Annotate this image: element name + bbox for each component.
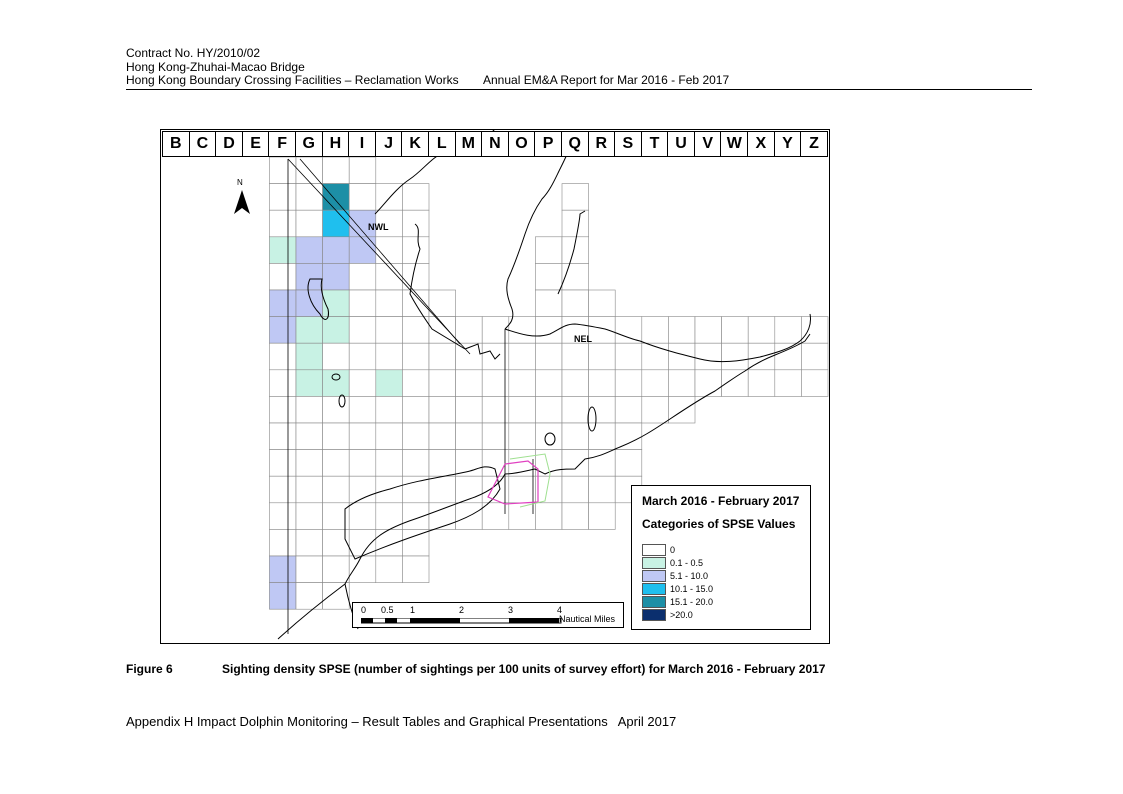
grid-cell <box>589 317 616 344</box>
grid-cell <box>269 476 296 503</box>
grid-cell <box>456 450 483 477</box>
grid-cell <box>456 370 483 397</box>
grid-cell <box>695 370 722 397</box>
grid-cell <box>562 343 589 370</box>
grid-cell <box>562 396 589 423</box>
grid-cell <box>376 290 403 317</box>
scale-graphic <box>361 618 571 624</box>
grid-cell <box>509 423 536 450</box>
grid-cell <box>376 343 403 370</box>
grid-cell <box>376 529 403 556</box>
grid-cell <box>589 423 616 450</box>
grid-cell <box>269 556 296 583</box>
grid-cell <box>402 210 429 237</box>
grid-cell <box>323 476 350 503</box>
grid-cell <box>323 423 350 450</box>
grid-cell <box>801 317 828 344</box>
grid-cell <box>402 450 429 477</box>
grid-cell <box>402 184 429 211</box>
legend-item <box>642 557 703 569</box>
grid-cell <box>323 317 350 344</box>
grid-cell <box>376 396 403 423</box>
grid-cell <box>456 396 483 423</box>
grid-cell <box>296 556 323 583</box>
grid-cell <box>429 503 456 530</box>
grid-cell <box>296 317 323 344</box>
grid-cell <box>695 317 722 344</box>
grid-cell <box>429 343 456 370</box>
grid-column-f: F <box>268 131 296 157</box>
grid-cell <box>801 370 828 397</box>
grid-cell <box>535 263 562 290</box>
legend-swatch <box>642 609 666 621</box>
scale-tick-3: 3 <box>508 605 514 615</box>
grid-column-i: I <box>348 131 376 157</box>
grid-cell <box>748 370 775 397</box>
grid-column-x: X <box>747 131 775 157</box>
grid-cell <box>296 263 323 290</box>
grid-cell <box>323 210 350 237</box>
grid-cell <box>589 343 616 370</box>
header-line-3 <box>126 73 730 88</box>
grid-column-t: T <box>641 131 669 157</box>
grid-cell <box>296 237 323 264</box>
scale-bar <box>352 602 624 628</box>
page-header <box>126 46 730 88</box>
grid-cell <box>535 370 562 397</box>
legend-subtitle: Categories of SPSE Values <box>642 517 796 531</box>
legend-label: 5.1 - 10.0 <box>670 571 709 581</box>
grid-cell <box>376 317 403 344</box>
grid-column-n: N <box>481 131 509 157</box>
grid-cell <box>589 503 616 530</box>
facility-name: Hong Kong Boundary Crossing Facilities – Reclamation Works <box>126 73 459 87</box>
grid-cell <box>349 290 376 317</box>
grid-cell <box>323 556 350 583</box>
grid-cell <box>402 503 429 530</box>
grid-cell <box>269 184 296 211</box>
grid-column-u: U <box>667 131 695 157</box>
legend-swatch <box>642 557 666 569</box>
grid-cell <box>269 343 296 370</box>
grid-cell <box>323 157 350 184</box>
legend-item <box>642 596 713 608</box>
grid-column-header <box>163 131 828 157</box>
grid-cell <box>775 317 802 344</box>
legend-title: March 2016 - February 2017 <box>642 494 800 508</box>
grid-cell <box>668 396 695 423</box>
grid-column-s: S <box>614 131 642 157</box>
grid-cell <box>429 423 456 450</box>
grid-cell <box>562 290 589 317</box>
grid-cell <box>349 237 376 264</box>
legend-item <box>642 609 693 621</box>
grid-cell <box>775 370 802 397</box>
grid-cell <box>642 317 669 344</box>
grid-cell <box>589 370 616 397</box>
header-rule <box>126 89 1032 90</box>
legend-label: >20.0 <box>670 610 693 620</box>
grid-cell <box>562 503 589 530</box>
grid-cell <box>589 396 616 423</box>
north-arrow-icon <box>230 190 254 220</box>
grid-cell <box>615 317 642 344</box>
report-title: Annual EM&A Report for Mar 2016 - Feb 2017 <box>483 73 730 87</box>
grid-cell <box>535 343 562 370</box>
legend-label: 0 <box>670 545 676 555</box>
legend-label: 0.1 - 0.5 <box>670 558 704 568</box>
grid-cell <box>509 343 536 370</box>
contract-number: Contract No. HY/2010/02 <box>126 46 261 60</box>
grid-cell <box>642 396 669 423</box>
grid-cell <box>296 423 323 450</box>
grid-cell <box>722 317 749 344</box>
legend-swatch <box>642 570 666 582</box>
grid-column-l: L <box>428 131 456 157</box>
grid-cell <box>349 317 376 344</box>
grid-cell <box>402 343 429 370</box>
grid-column-q: Q <box>561 131 589 157</box>
nel-label: NEL <box>574 334 592 344</box>
grid-cell <box>562 450 589 477</box>
grid-cell <box>668 370 695 397</box>
grid-column-y: Y <box>774 131 802 157</box>
grid-cell <box>269 370 296 397</box>
grid-cell <box>296 343 323 370</box>
grid-cell <box>695 343 722 370</box>
grid-cell <box>402 556 429 583</box>
grid-cell <box>535 396 562 423</box>
grid-cell <box>349 503 376 530</box>
grid-cell <box>429 476 456 503</box>
grid-cell <box>296 370 323 397</box>
grid-column-c: C <box>189 131 217 157</box>
legend-swatch <box>642 583 666 595</box>
grid-column-h: H <box>322 131 350 157</box>
grid-cell <box>589 290 616 317</box>
grid-cell <box>562 370 589 397</box>
grid-cell <box>615 396 642 423</box>
grid-cell <box>775 343 802 370</box>
grid-cell <box>615 450 642 477</box>
north-label: N <box>237 178 243 187</box>
grid-cell <box>801 343 828 370</box>
grid-cell <box>535 503 562 530</box>
grid-cell <box>269 423 296 450</box>
grid-cell <box>642 370 669 397</box>
grid-cell <box>456 317 483 344</box>
grid-cell <box>642 343 669 370</box>
grid-cell <box>562 263 589 290</box>
grid-cell <box>269 263 296 290</box>
grid-column-z: Z <box>800 131 828 157</box>
grid-cell <box>349 370 376 397</box>
grid-cell <box>722 343 749 370</box>
grid-cell <box>269 157 296 184</box>
grid-cell <box>429 450 456 477</box>
grid-cell <box>349 343 376 370</box>
grid-cell <box>296 450 323 477</box>
scale-unit: Nautical Miles <box>559 614 616 624</box>
grid-cell <box>535 423 562 450</box>
grid-cell <box>349 157 376 184</box>
grid-cell <box>323 263 350 290</box>
grid-cell <box>296 476 323 503</box>
grid-cell <box>296 503 323 530</box>
scale-tick-1: 1 <box>410 605 416 615</box>
grid-column-v: V <box>694 131 722 157</box>
grid-cell <box>376 237 403 264</box>
grid-cell <box>296 396 323 423</box>
grid-cell <box>269 290 296 317</box>
legend <box>631 485 811 630</box>
grid-cell <box>323 450 350 477</box>
nwl-label: NWL <box>368 222 389 232</box>
grid-cell <box>376 556 403 583</box>
grid-cell <box>349 556 376 583</box>
grid-cell <box>402 317 429 344</box>
grid-cell <box>269 317 296 344</box>
grid-cell <box>269 529 296 556</box>
grid-column-r: R <box>588 131 616 157</box>
grid-cell <box>296 583 323 610</box>
legend-label: 15.1 - 20.0 <box>670 597 714 607</box>
page-footer <box>126 714 676 729</box>
legend-swatch <box>642 544 666 556</box>
figure-caption: Sighting density SPSE (number of sightings per 100 units of survey effort) for March 2016 - February 2017 <box>222 662 826 676</box>
grid-column-b: B <box>162 131 190 157</box>
grid-cell <box>509 370 536 397</box>
grid-cell <box>296 210 323 237</box>
grid-column-p: P <box>534 131 562 157</box>
scale-tick-0: 0 <box>361 605 367 615</box>
footer-date: April 2017 <box>617 714 677 729</box>
grid-cell <box>615 343 642 370</box>
grid-cell <box>748 317 775 344</box>
grid-cell <box>615 423 642 450</box>
legend-item <box>642 544 675 556</box>
grid-cell <box>509 476 536 503</box>
grid-cell <box>349 184 376 211</box>
grid-cell <box>349 423 376 450</box>
grid-column-m: M <box>455 131 483 157</box>
grid-cell <box>456 423 483 450</box>
grid-cell <box>562 476 589 503</box>
grid-column-g: G <box>295 131 323 157</box>
grid-cell <box>296 529 323 556</box>
grid-cell <box>402 396 429 423</box>
grid-cell <box>402 237 429 264</box>
grid-cell <box>323 290 350 317</box>
grid-cell <box>323 237 350 264</box>
scale-tick-4: 4 <box>557 605 563 615</box>
grid-cell <box>535 237 562 264</box>
project-name: Hong Kong-Zhuhai-Macao Bridge <box>126 59 305 74</box>
grid-cell <box>269 237 296 264</box>
north-arrow <box>230 178 254 218</box>
grid-cell <box>402 370 429 397</box>
grid-cell <box>562 184 589 211</box>
figure-number: Figure 6 <box>126 662 173 676</box>
grid-cell <box>349 396 376 423</box>
grid-column-j: J <box>375 131 403 157</box>
grid-cell <box>429 396 456 423</box>
grid-column-d: D <box>215 131 243 157</box>
grid-cell <box>615 370 642 397</box>
scale-tick-0-5: 0.5 <box>381 605 394 615</box>
grid-cell <box>376 370 403 397</box>
grid-cell <box>376 450 403 477</box>
grid-cell <box>562 210 589 237</box>
grid-cell <box>402 423 429 450</box>
grid-column-w: W <box>720 131 748 157</box>
grid-cell <box>269 450 296 477</box>
grid-cell <box>589 450 616 477</box>
grid-cell <box>296 184 323 211</box>
grid-cell <box>509 317 536 344</box>
grid-column-k: K <box>401 131 429 157</box>
legend-label: 10.1 - 15.0 <box>670 584 714 594</box>
legend-item <box>642 583 713 595</box>
grid-column-o: O <box>508 131 536 157</box>
legend-swatch <box>642 596 666 608</box>
legend-item <box>642 570 708 582</box>
grid-cell <box>402 529 429 556</box>
grid-cell <box>589 476 616 503</box>
grid-cell <box>269 503 296 530</box>
grid-cell <box>269 583 296 610</box>
grid-cell <box>562 423 589 450</box>
grid-cell <box>323 184 350 211</box>
grid-cell <box>376 423 403 450</box>
grid-cell <box>668 317 695 344</box>
grid-cell <box>323 343 350 370</box>
grid-cell <box>509 396 536 423</box>
grid-cell <box>349 263 376 290</box>
grid-cell <box>269 210 296 237</box>
grid-column-e: E <box>242 131 270 157</box>
grid-cell <box>429 370 456 397</box>
grid-cell <box>376 184 403 211</box>
footer-text: Appendix H Impact Dolphin Monitoring – Result Tables and Graphical Presentations <box>126 714 608 729</box>
grid-cell <box>269 396 296 423</box>
grid-cell <box>349 450 376 477</box>
scale-tick-2: 2 <box>459 605 465 615</box>
